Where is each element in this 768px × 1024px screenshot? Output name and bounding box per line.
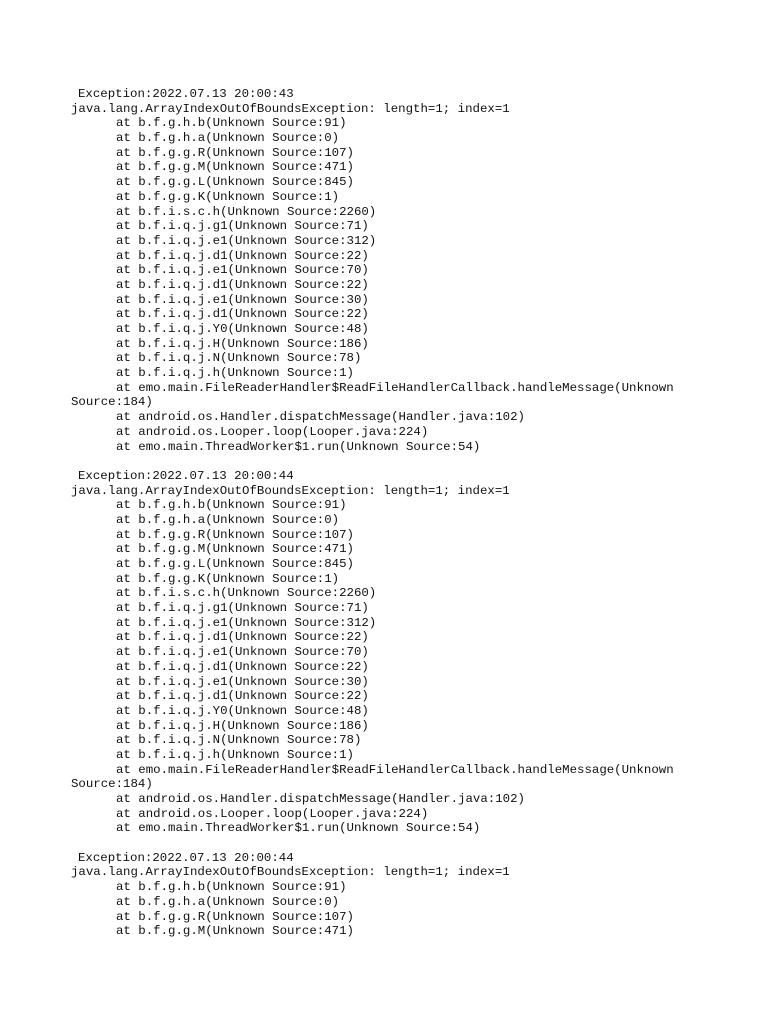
- stack-frame: at b.f.i.q.j.e1(Unknown Source:30): [116, 674, 369, 689]
- stack-frame: at b.f.g.g.M(Unknown Source:471): [116, 160, 354, 175]
- exception-timestamp: Exception:2022.07.13 20:00:44: [78, 468, 294, 483]
- stack-frame: at b.f.g.h.a(Unknown Source:0): [116, 894, 340, 909]
- stack-frame: at emo.main.ThreadWorker$1.run(Unknown Source:54): [116, 821, 481, 836]
- stack-frame: at b.f.g.h.b(Unknown Source:91): [116, 880, 347, 895]
- stack-frame: at b.f.i.q.j.H(Unknown Source:186): [116, 718, 369, 733]
- exception-message: java.lang.ArrayIndexOutOfBoundsException: length=1; index=1: [71, 101, 510, 116]
- stack-frame-continuation: Source:184): [71, 777, 153, 792]
- stack-frame: at b.f.g.g.L(Unknown Source:845): [116, 557, 354, 571]
- stack-frame: at b.f.g.g.M(Unknown Source:471): [116, 924, 354, 939]
- stack-frame: at b.f.i.s.c.h(Unknown Source:2260): [116, 586, 377, 601]
- stack-frame: at b.f.g.g.K(Unknown Source:1): [116, 189, 340, 204]
- exception-block: [71, 87, 761, 454]
- stack-frame: at b.f.i.q.j.h(Unknown Source:1): [116, 747, 354, 762]
- stack-frame: at b.f.i.q.j.g1(Unknown Source:71): [116, 601, 369, 616]
- stack-frame: at b.f.g.g.R(Unknown Source:107): [116, 527, 354, 542]
- exception-log: [71, 87, 761, 939]
- exception-message: java.lang.ArrayIndexOutOfBoundsException: length=1; index=1: [71, 865, 510, 880]
- stack-frame: at b.f.g.g.R(Unknown Source:107): [116, 145, 354, 160]
- stack-frame: at android.os.Handler.dispatchMessage(Handler.java:102): [116, 792, 525, 806]
- exception-timestamp: Exception:2022.07.13 20:00:44: [78, 850, 294, 865]
- stack-frame: at android.os.Handler.dispatchMessage(Handler.java:102): [116, 410, 525, 425]
- stack-frame: at b.f.i.q.j.e1(Unknown Source:30): [116, 292, 369, 307]
- stack-frame: at b.f.i.q.j.N(Unknown Source:78): [116, 733, 362, 748]
- stack-frame: at b.f.i.q.j.Y0(Unknown Source:48): [116, 703, 369, 718]
- stack-frame: at b.f.g.g.M(Unknown Source:471): [116, 542, 354, 557]
- stack-frame: at b.f.i.q.j.d1(Unknown Source:22): [116, 630, 369, 645]
- stack-frame: at b.f.i.q.j.d1(Unknown Source:22): [116, 277, 369, 292]
- stack-frame-continuation: Source:184): [71, 395, 153, 410]
- exception-block: [71, 851, 761, 939]
- stack-frame: at b.f.g.h.a(Unknown Source:0): [116, 512, 340, 527]
- exception-timestamp: Exception:2022.07.13 20:00:43: [78, 87, 294, 101]
- stack-frame: at b.f.g.h.b(Unknown Source:91): [116, 116, 347, 131]
- stack-frame: at emo.main.FileReaderHandler$ReadFileHandlerCallback.handleMessage(Unknown: [116, 380, 674, 395]
- stack-frame: at b.f.i.q.j.g1(Unknown Source:71): [116, 219, 369, 234]
- stack-frame: at b.f.i.q.j.d1(Unknown Source:22): [116, 689, 369, 704]
- stack-frame: at android.os.Looper.loop(Looper.java:224): [116, 806, 429, 821]
- stack-frame: at b.f.i.q.j.d1(Unknown Source:22): [116, 659, 369, 674]
- stack-frame: at b.f.i.q.j.d1(Unknown Source:22): [116, 307, 369, 322]
- stack-frame: at android.os.Looper.loop(Looper.java:224): [116, 424, 429, 439]
- stack-frame: at b.f.i.q.j.h(Unknown Source:1): [116, 366, 354, 381]
- stack-frame: at b.f.g.g.K(Unknown Source:1): [116, 571, 340, 586]
- stack-frame: at b.f.g.h.a(Unknown Source:0): [116, 131, 340, 146]
- stack-frame: at emo.main.FileReaderHandler$ReadFileHandlerCallback.handleMessage(Unknown: [116, 762, 674, 777]
- exception-message: java.lang.ArrayIndexOutOfBoundsException: length=1; index=1: [71, 483, 510, 498]
- stack-frame: at b.f.i.q.j.Y0(Unknown Source:48): [116, 322, 369, 336]
- stack-frame: at emo.main.ThreadWorker$1.run(Unknown Source:54): [116, 439, 481, 454]
- stack-frame: at b.f.g.h.b(Unknown Source:91): [116, 498, 347, 513]
- stack-frame: at b.f.i.s.c.h(Unknown Source:2260): [116, 204, 377, 219]
- exception-block: [71, 469, 761, 836]
- stack-frame: at b.f.i.q.j.e1(Unknown Source:70): [116, 645, 369, 660]
- stack-frame: at b.f.i.q.j.e1(Unknown Source:312): [116, 233, 377, 248]
- stack-frame: at b.f.g.g.L(Unknown Source:845): [116, 175, 354, 190]
- stack-frame: at b.f.i.q.j.e1(Unknown Source:70): [116, 263, 369, 278]
- stack-frame: at b.f.i.q.j.d1(Unknown Source:22): [116, 248, 369, 263]
- stack-frame: at b.f.g.g.R(Unknown Source:107): [116, 909, 354, 924]
- stack-frame: at b.f.i.q.j.e1(Unknown Source:312): [116, 615, 377, 630]
- stack-frame: at b.f.i.q.j.N(Unknown Source:78): [116, 351, 362, 366]
- stack-frame: at b.f.i.q.j.H(Unknown Source:186): [116, 336, 369, 351]
